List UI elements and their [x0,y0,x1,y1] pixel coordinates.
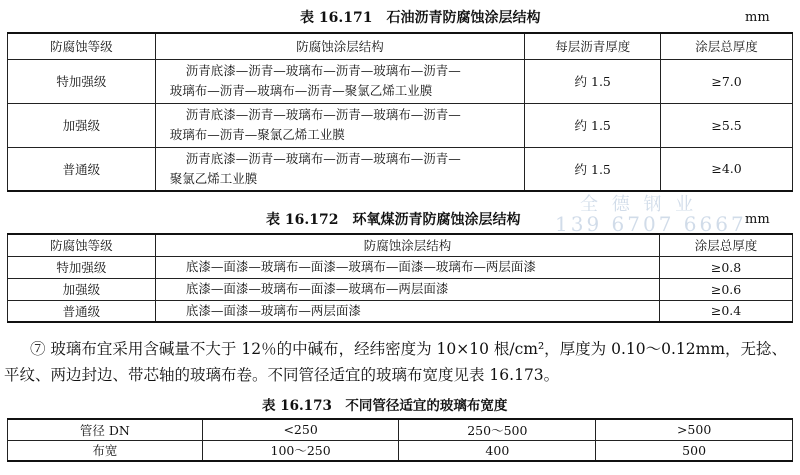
table-171-header-structure: 防腐蚀涂层结构 [155,33,525,59]
table-171-per-layer: 约 1.5 [525,103,661,147]
table-173-header-gt500: >500 [596,419,793,440]
table-173-width-2: 400 [399,440,596,461]
table-171-grade: 加强级 [8,103,156,147]
table-172-header-structure: 防腐蚀涂层结构 [155,234,659,256]
table-173-header-lt250: <250 [202,419,399,440]
table-172-structure: 底漆—面漆—玻璃布—面漆—玻璃布—两层面漆 [155,278,659,300]
table-row [8,440,793,461]
table-172-total: ≥0.6 [660,278,793,300]
table-172 [7,233,793,323]
structure-line-1: 沥青底漆—沥青—玻璃布—沥青—玻璃布—沥青— [185,63,461,78]
table-173-header-dn: 管径 DN [8,419,203,440]
structure-line-2: 聚氯乙烯工业膜 [169,170,258,186]
table-171-unit: mm [745,10,770,25]
table-172-header-total: 涂层总厚度 [660,234,793,256]
table-173-width-1: 100～250 [202,440,399,461]
table-171-total: ≥4.0 [661,147,793,191]
table-173-header-250-500: 250～500 [399,419,596,440]
table-171-caption: 表 16.171 石油沥青防腐蚀涂层结构 [300,10,541,26]
structure-line-1: 沥青底漆—沥青—玻璃布—沥青—玻璃布—沥青— [185,150,461,166]
table-171-header-total: 涂层总厚度 [661,33,793,59]
table-row [8,300,793,322]
table-171-total: ≥7.0 [661,59,793,103]
body-paragraph: ⑦ 玻璃布宜采用含碱量不大于 12％的中碱布，经纬密度为 10×10 根/cm²，厚度为 0.10～0.12mm，无捻、平纹、两边封边、带芯轴的玻璃布卷。不同管径适宜的玻璃布宽度见表 16.173。 [4,340,788,384]
table-171-grade: 普通级 [8,147,156,191]
table-171-per-layer: 约 1.5 [525,59,661,103]
table-172-caption: 表 16.172 环氧煤沥青防腐蚀涂层结构 [266,212,521,228]
table-172-grade: 普通级 [8,300,156,322]
structure-line-2: 玻璃布—沥青—玻璃布—沥青—聚氯乙烯工业膜 [169,83,433,98]
table-171 [7,32,793,192]
table-171-structure [155,147,525,191]
table-172-total: ≥0.8 [660,256,793,278]
table-row [8,419,793,440]
table-row [8,278,793,300]
table-172-structure: 底漆—面漆—玻璃布—两层面漆 [155,300,659,322]
table-171-header-grade: 防腐蚀等级 [8,33,156,59]
table-173-width-label: 布宽 [8,440,203,461]
table-173 [7,418,793,462]
table-row [8,256,793,278]
table-171-per-layer: 约 1.5 [525,147,661,191]
table-173-width-3: 500 [596,440,793,461]
table-row [8,147,793,191]
table-row [8,59,793,103]
table-171-structure [155,59,525,103]
watermark-phone: 139 6707 6667 [555,212,747,236]
structure-line-2: 玻璃布—沥青—聚氯乙烯工业膜 [169,127,345,142]
table-171-total: ≥5.5 [661,103,793,147]
table-172-grade: 特加强级 [8,256,156,278]
table-173-caption: 表 16.173 不同管径适宜的玻璃布宽度 [262,398,508,414]
table-172-total: ≥0.4 [660,300,793,322]
table-171-header-per-layer: 每层沥青厚度 [525,33,661,59]
table-172-structure: 底漆—面漆—玻璃布—面漆—玻璃布—面漆—玻璃布—两层面漆 [155,256,659,278]
table-171-grade: 特加强级 [8,59,156,103]
structure-line-1: 沥青底漆—沥青—玻璃布—沥青—玻璃布—沥青— [185,107,461,122]
watermark-text: 全 德 钢 业 [580,194,698,215]
table-row [8,103,793,147]
table-172-grade: 加强级 [8,278,156,300]
table-171-structure [155,103,525,147]
table-172-header-grade: 防腐蚀等级 [8,234,156,256]
table-172-unit: mm [745,212,770,227]
